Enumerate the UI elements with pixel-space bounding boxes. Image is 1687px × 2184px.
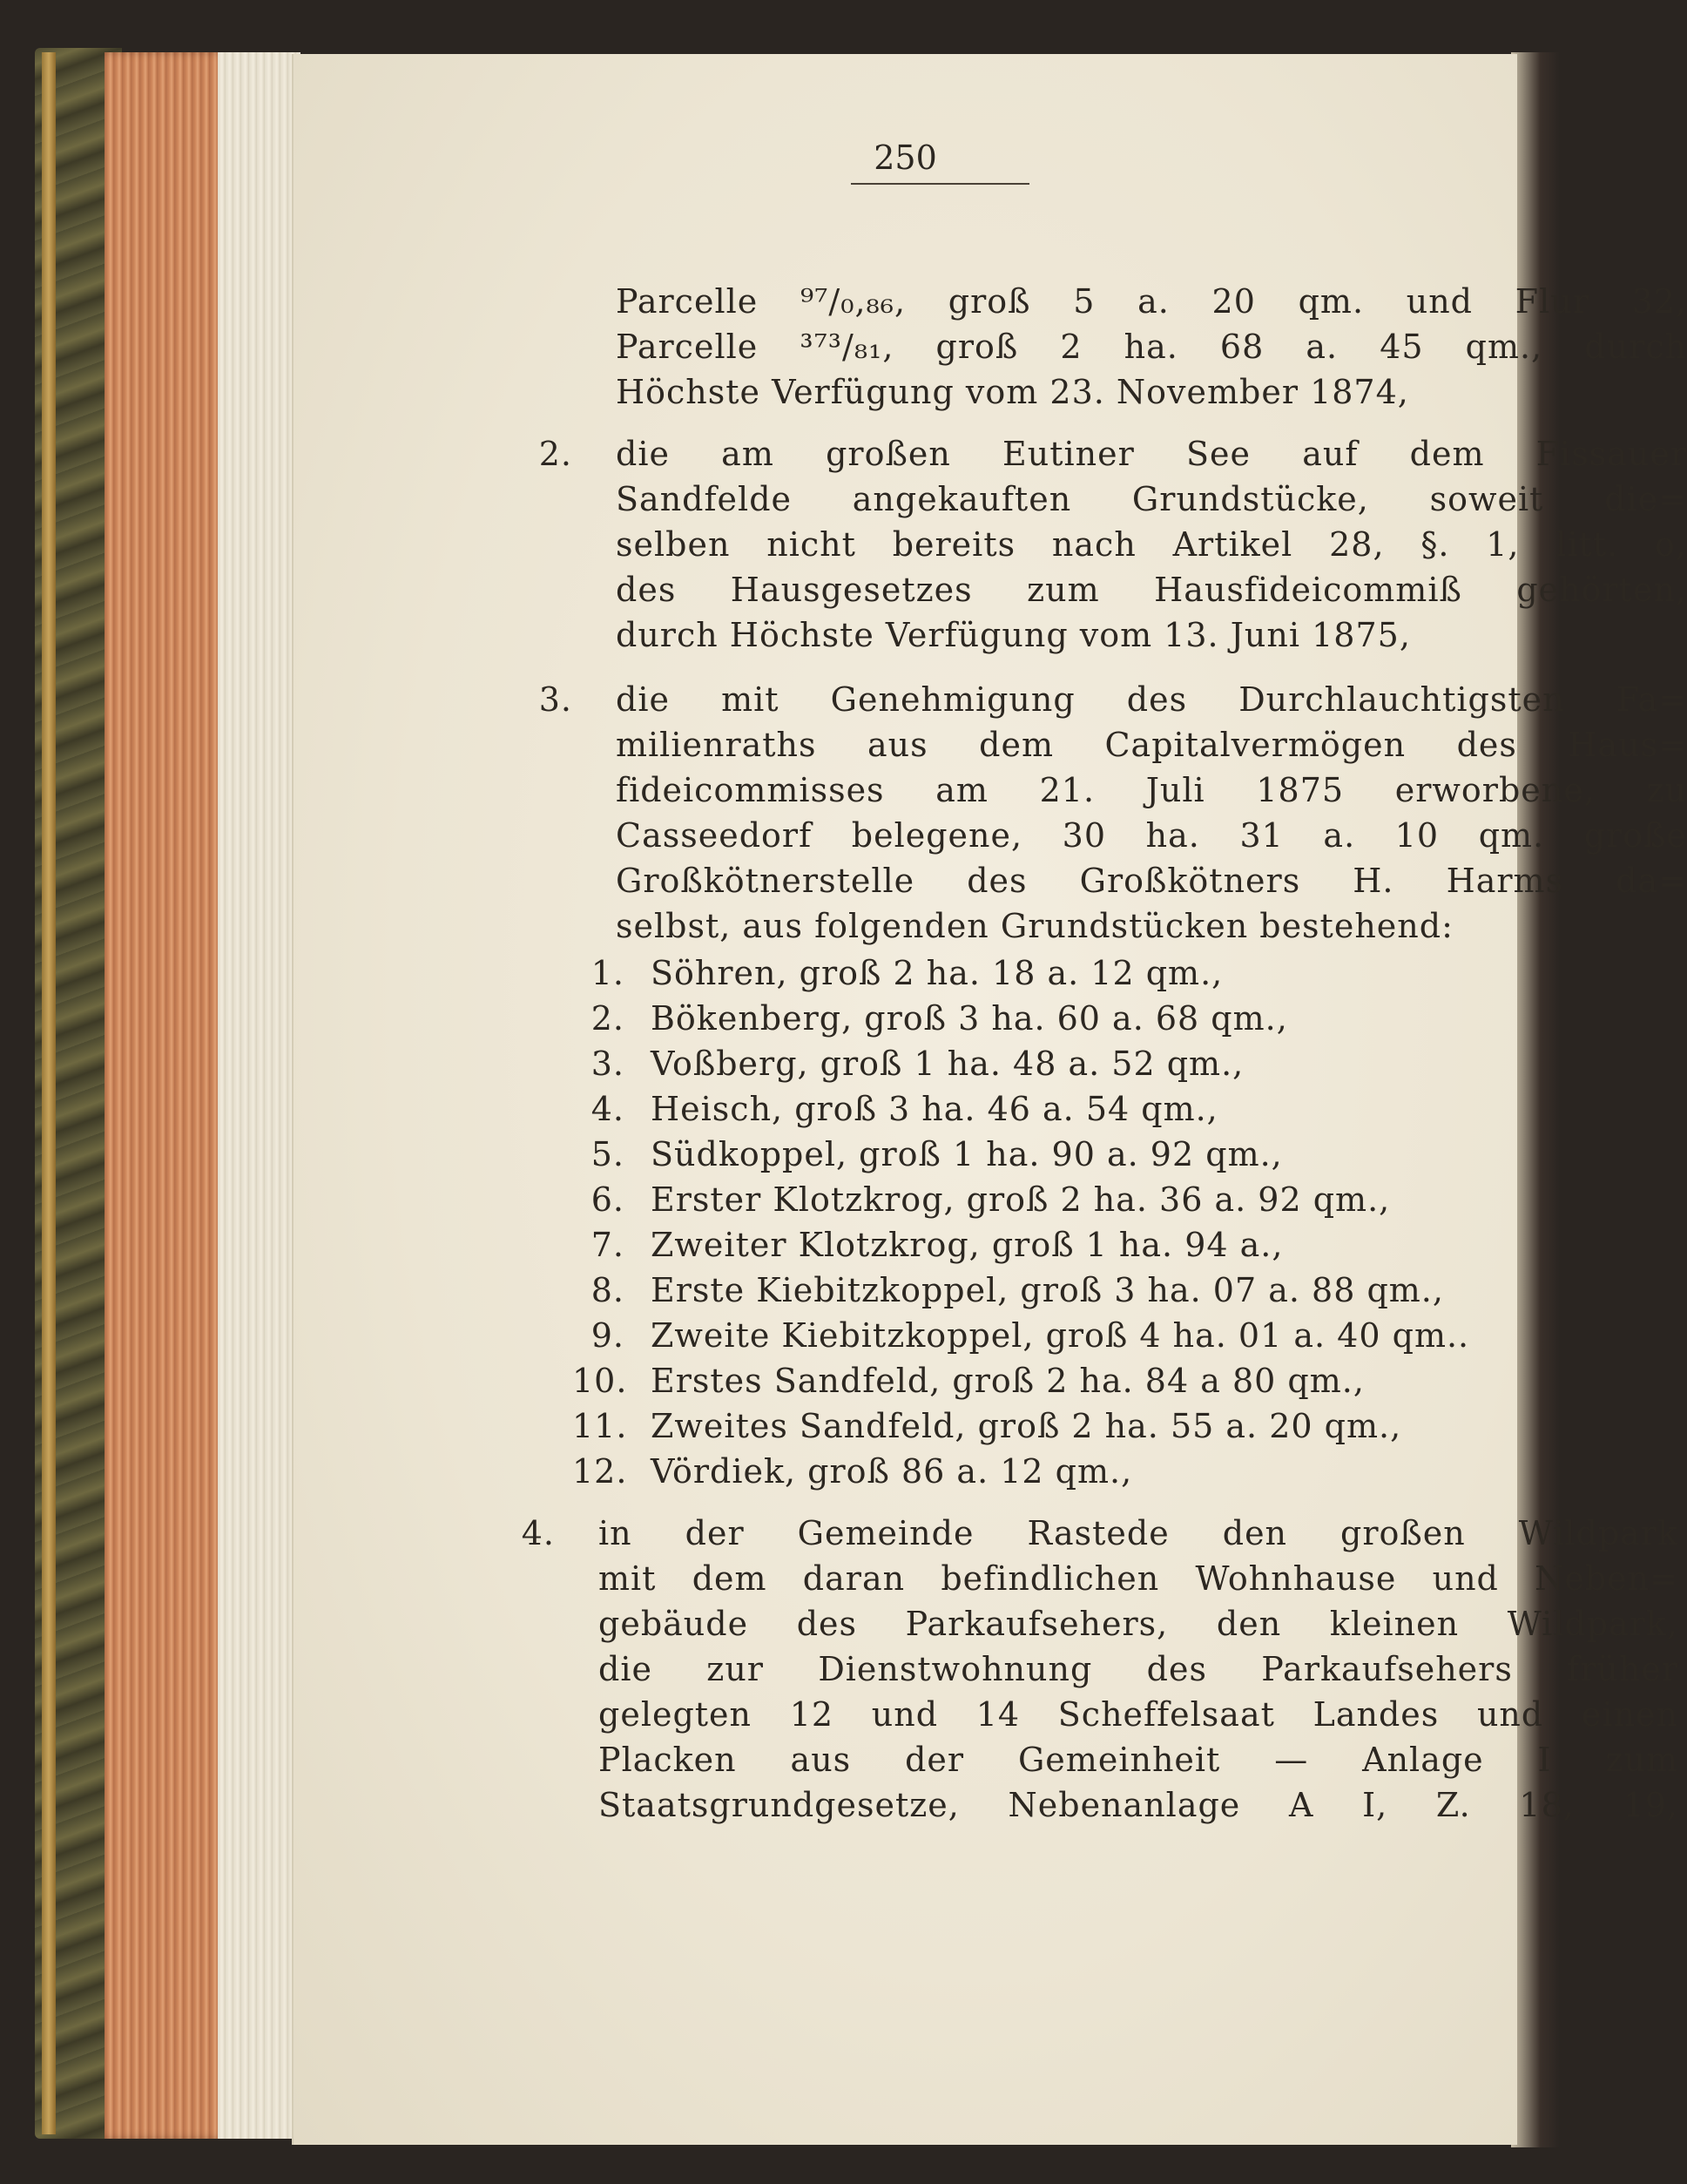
item-line: des Hausgesetzes zum Hausfideicommiß gehörten, [616,571,1687,609]
binding-edge [42,52,56,2134]
item-line: Placken aus der Gemeinheit — Anlage I zum [598,1741,1678,1779]
item-number: 2. [538,435,572,473]
page-number-rule [851,183,1029,185]
item-line: selbst, aus folgenden Grundstücken bestehend: [616,907,1454,945]
item-line: milienraths aus dem Capitalvermögen des Haus= [616,726,1687,764]
intro-line: Parcelle ³⁷³/₈₁, groß 2 ha. 68 a. 45 qm., durch [616,328,1687,366]
item-line: Großkötnerstelle des Großkötners H. Harms da= [616,862,1687,900]
item-line: die zur Dienstwohnung des Parkaufsehers früher [598,1650,1678,1688]
subitem-number: 5. [590,1135,624,1173]
subitem-text: Zweites Sandfeld, groß 2 ha. 55 a. 20 qm., [651,1407,1402,1445]
item-line: mit dem daran befindlichen Wohnhause und Neben= [598,1559,1678,1598]
item-line: die mit Genehmigung des Durchlauchtigsten Fa= [616,680,1687,719]
subitem-number: 1. [590,954,624,992]
item-line: durch Höchste Verfügung vom 13. Juni 1875, [616,616,1411,654]
subitem-text: Voßberg, groß 1 ha. 48 a. 52 qm., [651,1045,1245,1083]
subitem-text: Bökenberg, groß 3 ha. 60 a. 68 qm., [651,999,1288,1038]
subitem-text: Vördiek, groß 86 a. 12 qm., [651,1452,1133,1491]
subitem-number: 7. [590,1226,624,1264]
item-line: Staatsgrundgesetze, Nebenanlage A I, Z. 18, 19, [598,1786,1678,1824]
item-line: gelegten 12 und 14 Scheffelsaat Landes und einen [598,1695,1678,1734]
subitem-number: 3. [590,1045,624,1083]
subitem-text: Erster Klotzkrog, groß 2 ha. 36 a. 92 qm., [651,1180,1391,1219]
item-number: 3. [538,680,572,719]
subitem-number: 9. [590,1316,624,1355]
item-line: Sandfelde angekauften Grundstücke, soweit die= [616,480,1687,518]
item-line: die am großen Eutiner See auf dem Fissauer [616,435,1687,473]
subitem-text: Erstes Sandfeld, groß 2 ha. 84 a 80 qm., [651,1362,1365,1400]
subitem-number: 12. [572,1452,628,1491]
book-page [292,54,1687,2145]
intro-line: Parcelle ⁹⁷/₀,₈₆, groß 5 a. 20 qm. und Flur 32, [616,282,1687,321]
subitem-text: Söhren, groß 2 ha. 18 a. 12 qm., [651,954,1224,992]
page-number: 250 [874,139,937,177]
subitem-number: 8. [590,1271,624,1309]
subitem-text: Zweiter Klotzkrog, groß 1 ha. 94 a., [651,1226,1284,1264]
item-line: Casseedorf belegene, 30 ha. 31 a. 10 qm. große [616,816,1687,855]
subitem-number: 10. [572,1362,628,1400]
item-line: fideicommisses am 21. Juli 1875 erworbene, zu [616,771,1687,809]
page-edges-inner [218,52,300,2139]
item-number: 4. [521,1514,555,1552]
subitem-text: Heisch, groß 3 ha. 46 a. 54 qm., [651,1090,1218,1128]
item-line: gebäude des Parkaufsehers, den kleinen Wildpark, [598,1605,1678,1643]
subitem-text: Südkoppel, groß 1 ha. 90 a. 92 qm., [651,1135,1283,1173]
subitem-number: 11. [572,1407,628,1445]
item-line: in der Gemeinde Rastede den großen Wildpark [598,1514,1678,1552]
subitem-number: 6. [590,1180,624,1219]
subitem-number: 2. [590,999,624,1038]
item-line: selben nicht bereits nach Artikel 28, §. 1, litt. o, [616,525,1687,564]
subitem-number: 4. [590,1090,624,1128]
subitem-text: Zweite Kiebitzkoppel, groß 4 ha. 01 a. 40 qm.. [651,1316,1470,1355]
intro-line: Höchste Verfügung vom 23. November 1874, [616,373,1409,411]
subitem-text: Erste Kiebitzkoppel, groß 3 ha. 07 a. 88 qm., [651,1271,1444,1309]
